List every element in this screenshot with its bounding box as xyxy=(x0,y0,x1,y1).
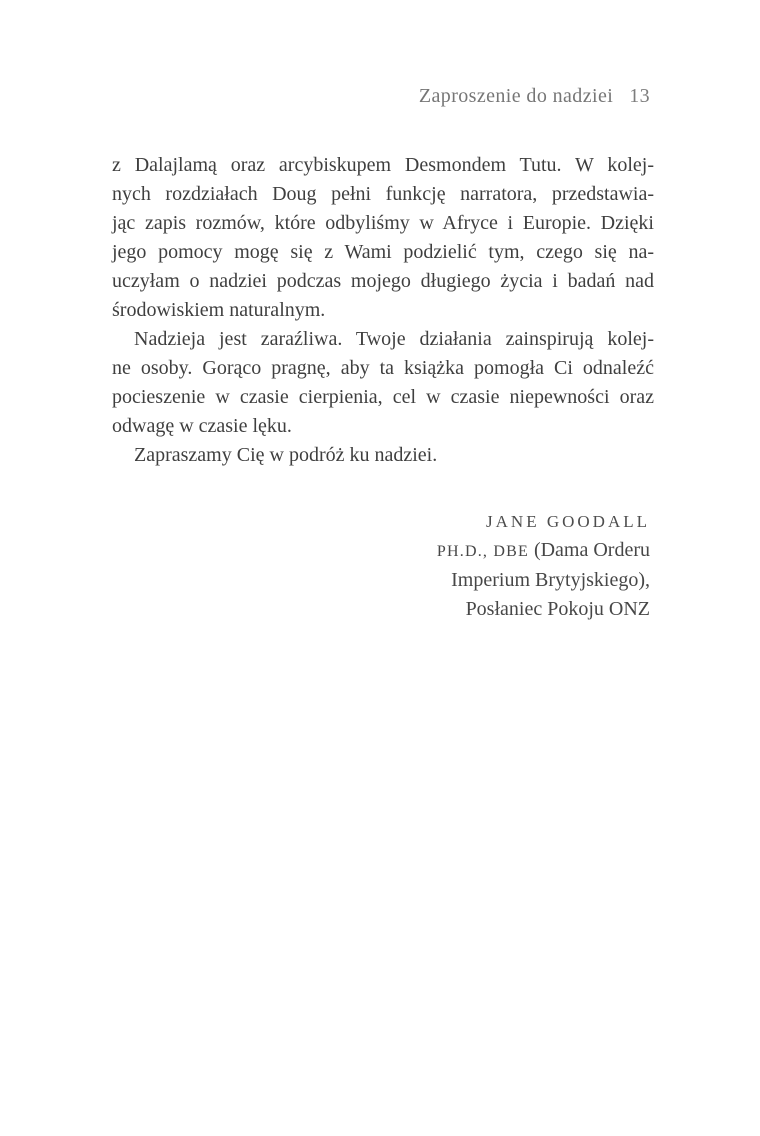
text-line: uczyłam o nadziei podczas mojego długiego życia i badań nad xyxy=(112,270,654,292)
body-text-block xyxy=(112,151,654,470)
signature-role: Posłaniec Pokoju ONZ xyxy=(465,598,650,620)
text-line: jego pomocy mogę się z Wami podzielić tym, czego się na- xyxy=(112,241,654,263)
text-line: jąc zapis rozmów, które odbyliśmy w Afryce i Europie. Dzięki xyxy=(112,212,654,234)
paragraph xyxy=(112,325,654,441)
chapter-title: Zaproszenie do nadziei xyxy=(418,85,614,107)
text-line: ne osoby. Gorąco pragnę, aby ta książka pomogła Ci odnaleźć xyxy=(112,357,654,379)
text-line: środowiskiem naturalnym. xyxy=(112,299,326,321)
text-line: Nadzieja jest zaraźliwa. Twoje działania zainspirują kolej- xyxy=(134,328,654,350)
signature-titles: PH.D., DBE (Dama Orderu xyxy=(436,539,650,561)
page-number: 13 xyxy=(629,85,650,107)
text-line: nych rozdziałach Doug pełni funkcję narratora, przedstawia- xyxy=(112,183,654,205)
signature-block xyxy=(112,507,650,624)
signature-name: JANE GOODALL xyxy=(486,512,650,531)
text-line: Zapraszamy Cię w podróż ku nadziei. xyxy=(134,444,438,466)
text-line: z Dalajlamą oraz arcybiskupem Desmondem Tutu. W kolej- xyxy=(112,154,654,176)
signature-titles-cont: Imperium Brytyjskiego), xyxy=(451,569,650,591)
paragraph xyxy=(112,441,654,470)
running-header xyxy=(112,84,650,108)
text-line: pocieszenie w czasie cierpienia, cel w czasie niepewności oraz xyxy=(112,386,654,408)
text-line: odwagę w czasie lęku. xyxy=(112,415,292,437)
paragraph xyxy=(112,151,654,325)
